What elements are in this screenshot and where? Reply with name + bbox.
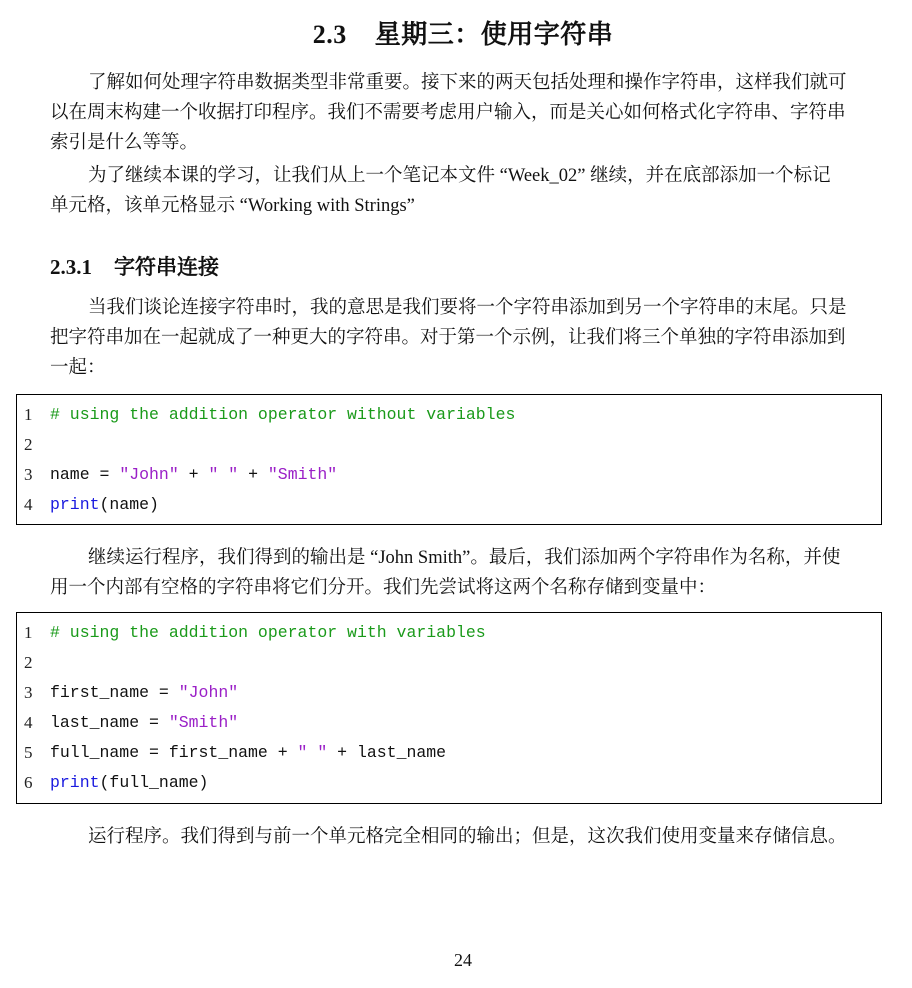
code-token-string: "Smith" [168, 713, 239, 732]
code-token-string: "John" [119, 465, 179, 484]
code-token-plain: (name) [99, 495, 159, 514]
code-text [50, 738, 446, 768]
paragraph-line: 一起： [50, 358, 106, 378]
paragraph-line: 为了继续本课的学习，让我们从上一个笔记本文件 “Week_02” 继续，并在底部添加一个标记 [88, 166, 831, 186]
paragraph-line: 用一个内部有空格的字符串将它们分开。我们先尝试将这两个名称存储到变量中： [50, 578, 717, 598]
paragraph-line: 继续运行程序，我们得到的输出是 “John Smith”。最后，我们添加两个字符串作为名称，并使 [88, 548, 841, 568]
code-text [50, 490, 159, 520]
code-token-string: " " [297, 743, 328, 762]
line-number: 4 [24, 713, 33, 732]
code-token-comment: # using the addition operator without variables [50, 405, 516, 424]
code-line [17, 768, 881, 798]
code-block-1 [16, 394, 882, 525]
line-number: 2 [24, 653, 33, 672]
paragraph-line: 当我们谈论连接字符串时，我的意思是我们要将一个字符串添加到另一个字符串的末尾。只是 [88, 298, 847, 318]
code-line [17, 490, 881, 520]
middle-paragraph [50, 543, 878, 603]
code-line [17, 430, 881, 460]
line-number: 2 [24, 435, 33, 454]
code-token-plain: name = [50, 465, 120, 484]
code-token-builtin: print [50, 495, 100, 514]
code-token-builtin: print [50, 773, 100, 792]
section-title [0, 14, 912, 51]
code-line [17, 708, 881, 738]
code-text [50, 708, 238, 738]
subsection-number: 2.3.1 [50, 255, 92, 279]
code-line [17, 648, 881, 678]
code-text [50, 400, 515, 430]
intro-paragraph-2 [50, 161, 878, 221]
code-line [17, 400, 881, 430]
code-token-plain: + [178, 465, 209, 484]
code-token-string: " " [208, 465, 239, 484]
code-line [17, 678, 881, 708]
section-title-text: 星期三：使用字符串 [374, 20, 614, 49]
paragraph-line: 单元格，该单元格显示 “Working with Strings” [50, 196, 415, 216]
code-text [50, 678, 238, 708]
section-number: 2.3 [312, 20, 347, 49]
paragraph-line: 以在周末构建一个收据打印程序。我们不需要考虑用户输入，而是关心如何格式化字符串、字符串 [50, 103, 846, 123]
code-block-2 [16, 612, 882, 804]
paragraph-line: 把字符串加在一起就成了一种更大的字符串。对于第一个示例，让我们将三个单独的字符串添加到 [50, 328, 846, 348]
paragraph-line: 运行程序。我们得到与前一个单元格完全相同的输出；但是，这次我们使用变量来存储信息。 [88, 827, 847, 847]
code-token-comment: # using the addition operator with variables [50, 623, 486, 642]
code-line [17, 460, 881, 490]
code-text [50, 768, 208, 798]
code-token-plain: (full_name) [99, 773, 209, 792]
code-token-plain: first_name = [50, 683, 179, 702]
page-number: 24 [454, 950, 472, 970]
paragraph-line: 了解如何处理字符串数据类型非常重要。接下来的两天包括处理和操作字符串，这样我们就可 [88, 73, 847, 93]
line-number: 6 [24, 773, 33, 792]
line-number: 1 [24, 623, 33, 642]
code-token-plain: full_name = first_name + [50, 743, 298, 762]
subsection-title: 字符串连接 [114, 255, 219, 279]
code-token-string: "Smith" [267, 465, 338, 484]
subsection-heading [50, 251, 219, 281]
line-number: 5 [24, 743, 33, 762]
line-number: 4 [24, 495, 33, 514]
closing-paragraph [50, 822, 878, 852]
concat-paragraph [50, 293, 878, 383]
code-text [50, 460, 337, 490]
line-number: 3 [24, 683, 33, 702]
paragraph-line: 索引是什么等等。 [50, 133, 199, 153]
code-text [50, 618, 486, 648]
code-token-plain: + [238, 465, 268, 484]
code-token-plain: + last_name [327, 743, 447, 762]
code-line [17, 738, 881, 768]
line-number: 1 [24, 405, 33, 424]
line-number: 3 [24, 465, 33, 484]
code-token-plain: last_name = [50, 713, 169, 732]
code-line [17, 618, 881, 648]
code-token-string: "John" [178, 683, 239, 702]
intro-paragraph-1 [50, 68, 878, 158]
